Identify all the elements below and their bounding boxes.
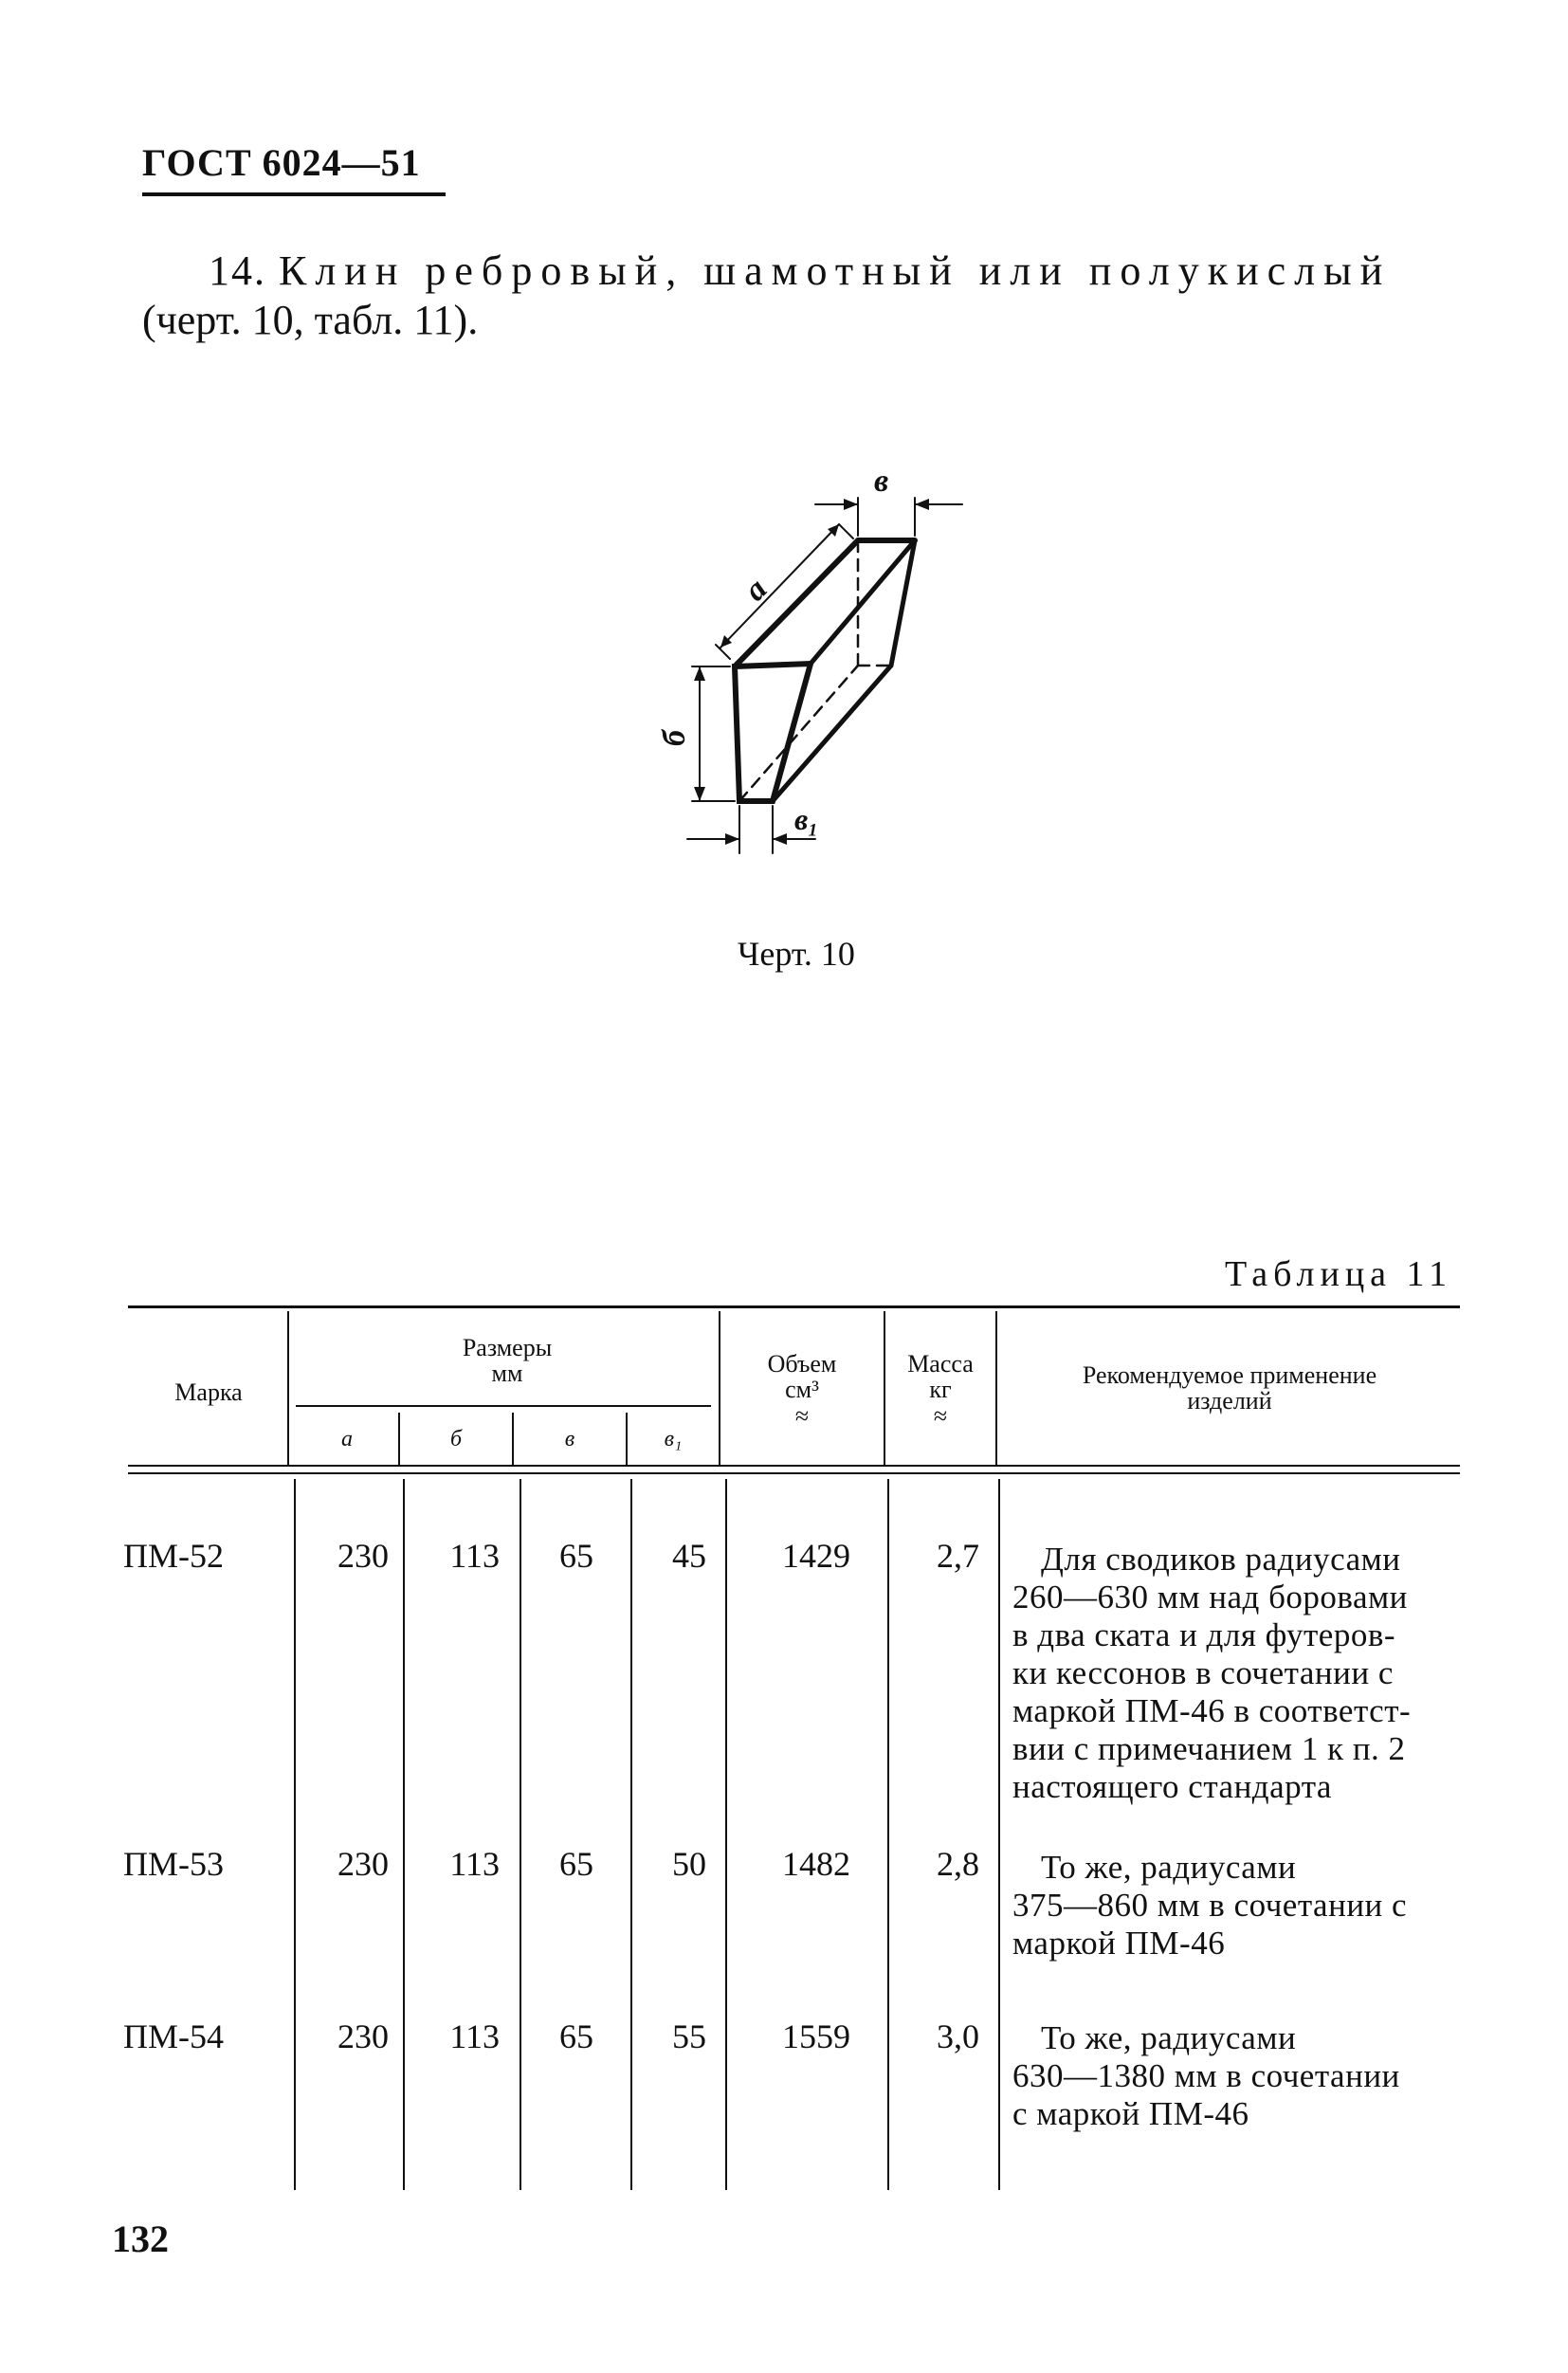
cell-use: То же, радиусами 630—1380 мм в сочетании с маркой ПМ-46 (1012, 2019, 1400, 2132)
header-sub-v: в (564, 1427, 575, 1451)
page-number: 132 (112, 2218, 169, 2260)
cell-a: 230 (337, 1537, 389, 1575)
wedge-brick-drawing (626, 465, 986, 872)
header-mass: Масса кг ≈ (907, 1350, 974, 1430)
table-header-rule-1 (128, 1465, 1460, 1467)
cell-mark: ПМ-53 (123, 1845, 224, 1883)
brick-top-right-edge (811, 540, 915, 664)
cell-mark: ПМ-54 (123, 2017, 224, 2055)
section-number: 14. (209, 247, 266, 294)
brick-back-right-edge (891, 540, 915, 666)
label-v1: в₁ (794, 802, 819, 836)
cell-mass: 2,7 (937, 1537, 979, 1575)
sizes-subheader-rule (296, 1405, 711, 1407)
cell-v1: 45 (672, 1537, 706, 1575)
cell-b: 113 (449, 1537, 500, 1575)
document-code: ГОСТ 6024—51 (142, 141, 421, 184)
body-divider (998, 1479, 1000, 2190)
cell-v: 65 (559, 1845, 593, 1883)
header-sub-v1: в₁ (664, 1427, 683, 1451)
cell-v1: 55 (672, 2017, 706, 2055)
section-title: Клин ребровый, шамотный или полукислый (279, 247, 1392, 294)
cell-mass: 2,8 (937, 1845, 979, 1883)
cell-volume: 1482 (782, 1845, 850, 1883)
body-divider (887, 1479, 889, 2190)
label-v: в (874, 465, 889, 499)
header-volume: Объем см³ ≈ (767, 1350, 837, 1430)
header-mark: Марка (174, 1378, 243, 1406)
brick-top-left-edge (735, 540, 858, 666)
table-header-rule-2 (128, 1472, 1460, 1474)
label-b: б (657, 730, 692, 746)
cell-v: 65 (559, 2017, 593, 2055)
cell-volume: 1559 (782, 2017, 850, 2055)
label-a: а (738, 572, 775, 609)
cell-volume: 1429 (782, 1537, 850, 1575)
figure-caption: Черт. 10 (738, 935, 855, 973)
header-sizes: Размеры мм (462, 1334, 553, 1388)
cell-v: 65 (559, 1537, 593, 1575)
body-divider (403, 1479, 405, 2190)
body-divider (630, 1479, 632, 2190)
body-divider (294, 1479, 296, 2190)
body-divider (725, 1479, 727, 2190)
cell-v1: 50 (672, 1845, 706, 1883)
brick-front-face (735, 664, 811, 801)
table-top-rule (128, 1305, 1460, 1308)
cell-a: 230 (337, 1845, 389, 1883)
body-divider (520, 1479, 521, 2190)
header-use: Рекомендуемое применение изделий (1082, 1361, 1377, 1415)
cell-use: Для сводиков радиусами 260—630 мм над боровами в два ската и для футеров- ки кессонов в сочетании с маркой ПМ-46 в соответст- вии с примечанием 1 к п. 2 настоящего стандарта (1012, 1541, 1412, 1805)
cell-b: 113 (449, 1845, 500, 1883)
header-sub-b: б (449, 1427, 463, 1451)
header-underline (142, 192, 446, 196)
header-divider (287, 1311, 289, 1465)
section-reference: (черт. 10, табл. 11). (142, 297, 479, 343)
cell-mass: 3,0 (937, 2017, 979, 2055)
brick-hidden-edges (739, 540, 891, 801)
cell-a: 230 (337, 2017, 389, 2055)
cell-b: 113 (449, 2017, 500, 2055)
dimension-line-a (720, 524, 839, 648)
section-heading (209, 246, 1391, 295)
table-label: Таблица 11 (1225, 1254, 1453, 1294)
header-sub-a: а (341, 1427, 353, 1451)
cell-use: То же, радиусами 375—860 мм в сочетании с маркой ПМ-46 (1012, 1849, 1408, 1962)
cell-mark: ПМ-52 (123, 1537, 224, 1575)
